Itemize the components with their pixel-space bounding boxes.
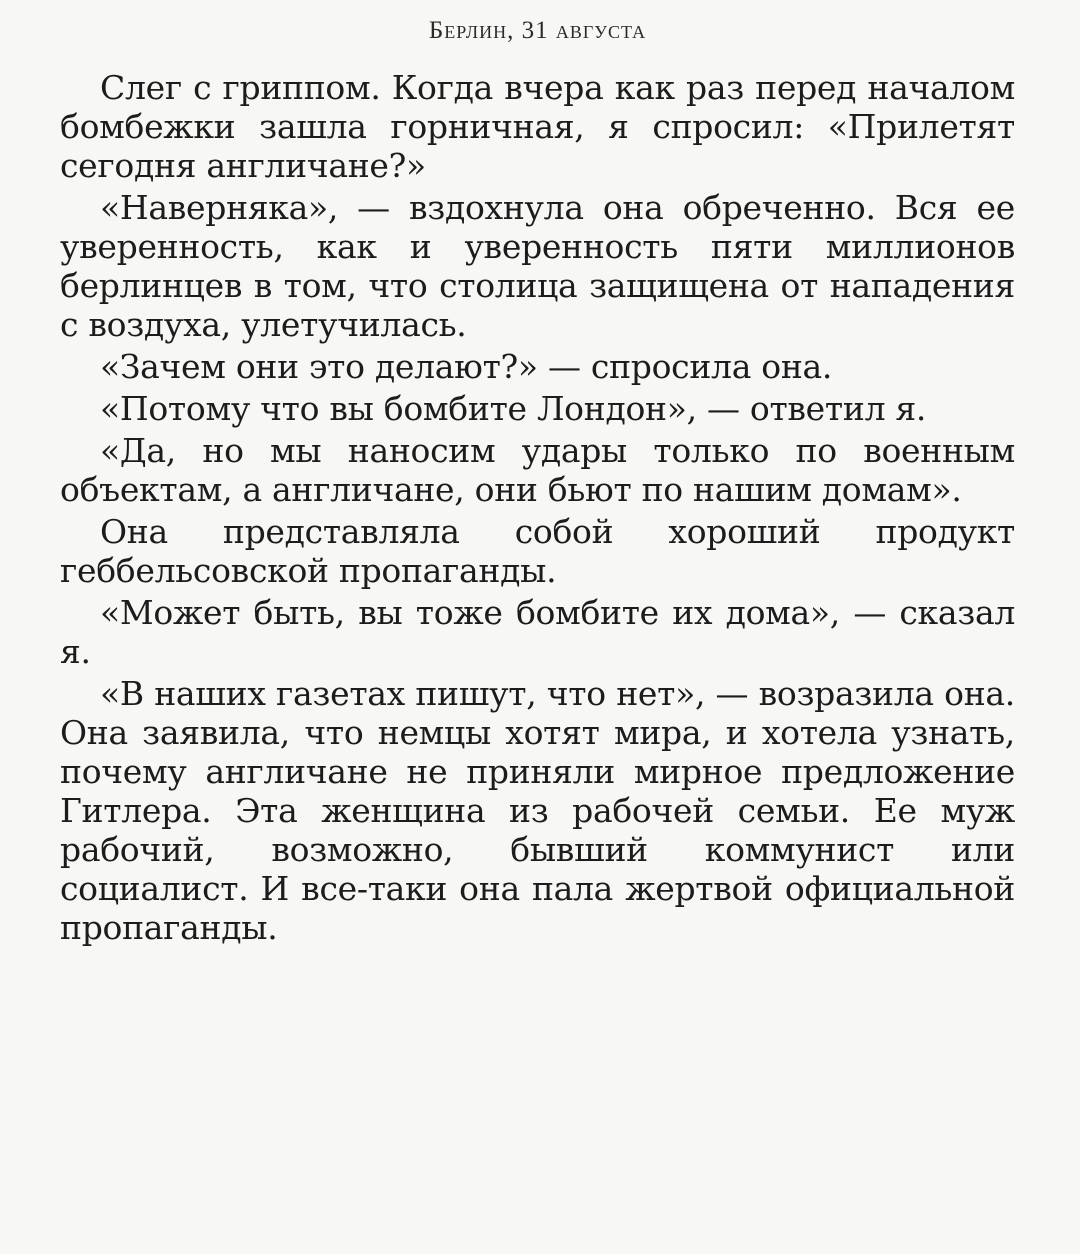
diary-entry-heading: Берлин, 31 августа (428, 17, 647, 44)
paragraph-4: «Потому что вы бомбите Лондон», — ответил я. (100, 389, 927, 428)
paragraph-2: «Наверняка», — вздохнула она обреченно. Вся ее уверенность, как и уверенность пяти миллионов берлинцев в том, что столица защищена от нападения с воздуха, улетучилась. (60, 188, 1015, 344)
paragraph-1: Слег с гриппом. Когда вчера как раз перед началом бомбежки зашла горничная, я спросил: «Прилетят сегодня англичане?» (60, 68, 1015, 185)
paragraph-3: «Зачем они это делают?» — спросила она. (100, 347, 833, 386)
paragraph-7: «Может быть, вы тоже бомбите их дома», — сказал я. (60, 593, 1015, 671)
paragraph-5: «Да, но мы наносим удары только по военным объектам, а англичане, они бьют по нашим домам». (60, 431, 1015, 509)
paragraph-8: «В наших газетах пишут, что нет», — возразила она. Она заявила, что немцы хотят мира, и хотела узнать, почему англичане не приняли мирное предложение Гитлера. Эта женщина из рабочей семьи. Ее муж рабочий, возможно, бывший коммунист или социалист. И все-таки она пала жертвой официальной пропаганды. (60, 674, 1015, 947)
paragraph-6: Она представляла собой хороший продукт геббельсовской пропаганды. (60, 512, 1015, 590)
book-page (60, 14, 1015, 947)
